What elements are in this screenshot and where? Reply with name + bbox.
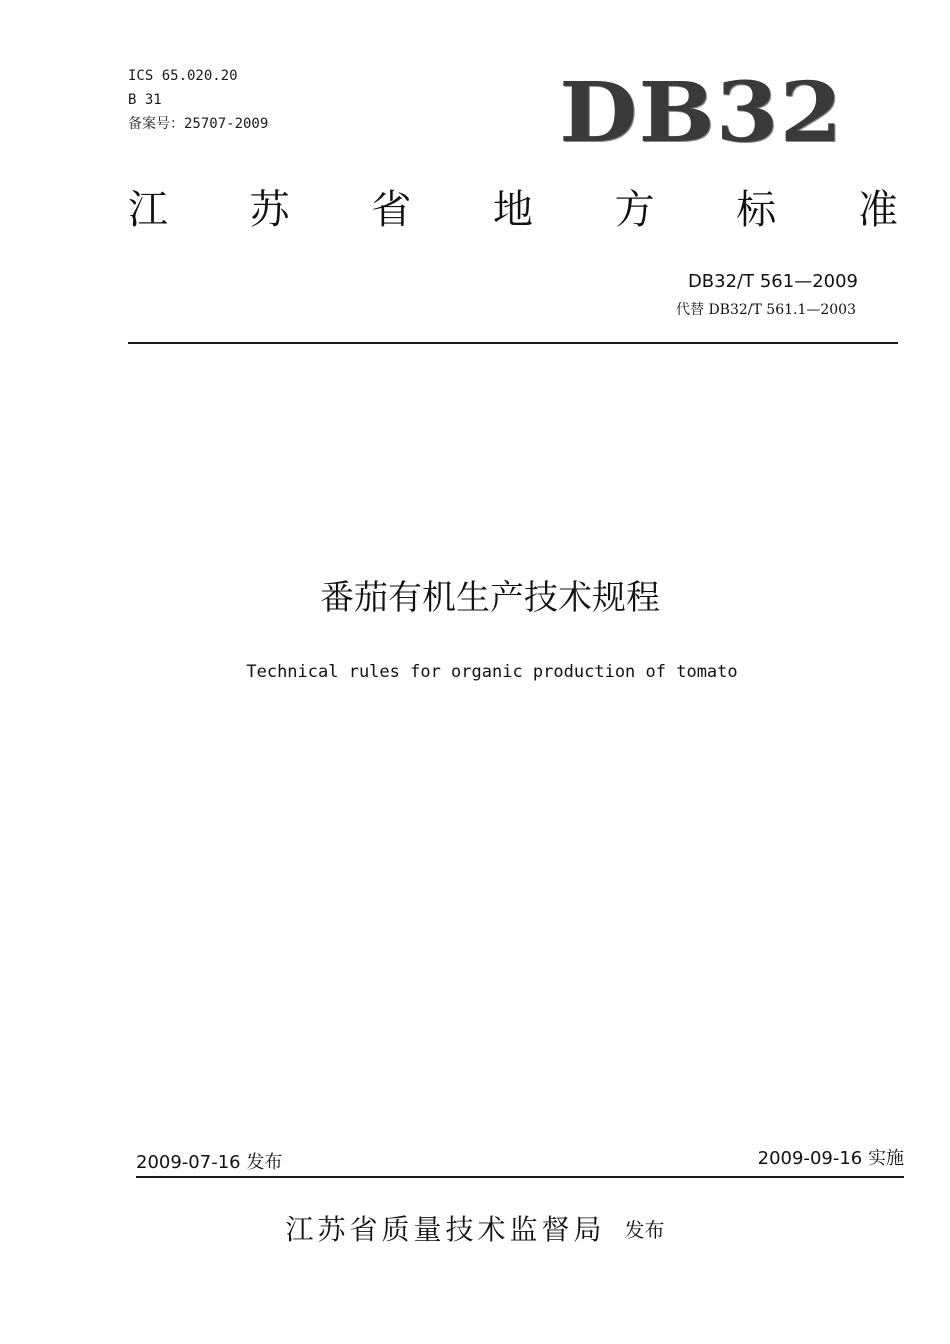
standard-type-heading (128, 186, 898, 234)
standard-type-char: 江 (128, 187, 168, 233)
document-title-english: Technical rules for organic production of tomato (246, 662, 738, 682)
ccs-code: B 31 (128, 92, 162, 108)
standard-type-char: 苏 (249, 187, 290, 233)
document-title-chinese: 番茄有机生产技术规程 (320, 578, 660, 618)
standard-type-char: 方 (614, 187, 655, 233)
db-code-logo: DB32 (559, 65, 844, 161)
issuer-suffix: 发布 (624, 1217, 665, 1242)
standard-type-char: 准 (857, 187, 898, 233)
replaced-standard: 代替 DB32/T 561.1—2003 (676, 302, 856, 318)
footer-divider (136, 1176, 904, 1178)
issuer-line (0, 1208, 950, 1248)
header-divider (128, 342, 898, 344)
filing-number: 备案号：25707-2009 (128, 116, 269, 132)
ics-code: ICS 65.020.20 (128, 68, 238, 84)
release-date: 2009-07-16 发布 (136, 1152, 283, 1173)
standard-number: DB32/T 561—2009 (687, 271, 858, 292)
classification-block (128, 64, 268, 136)
standard-type-char: 标 (736, 187, 777, 233)
effective-date: 2009-09-16 实施 (757, 1148, 904, 1169)
issuer-name: 江苏省质量技术监督局 (285, 1213, 606, 1246)
standard-type-char: 省 (371, 187, 412, 233)
standard-type-char: 地 (492, 187, 533, 233)
